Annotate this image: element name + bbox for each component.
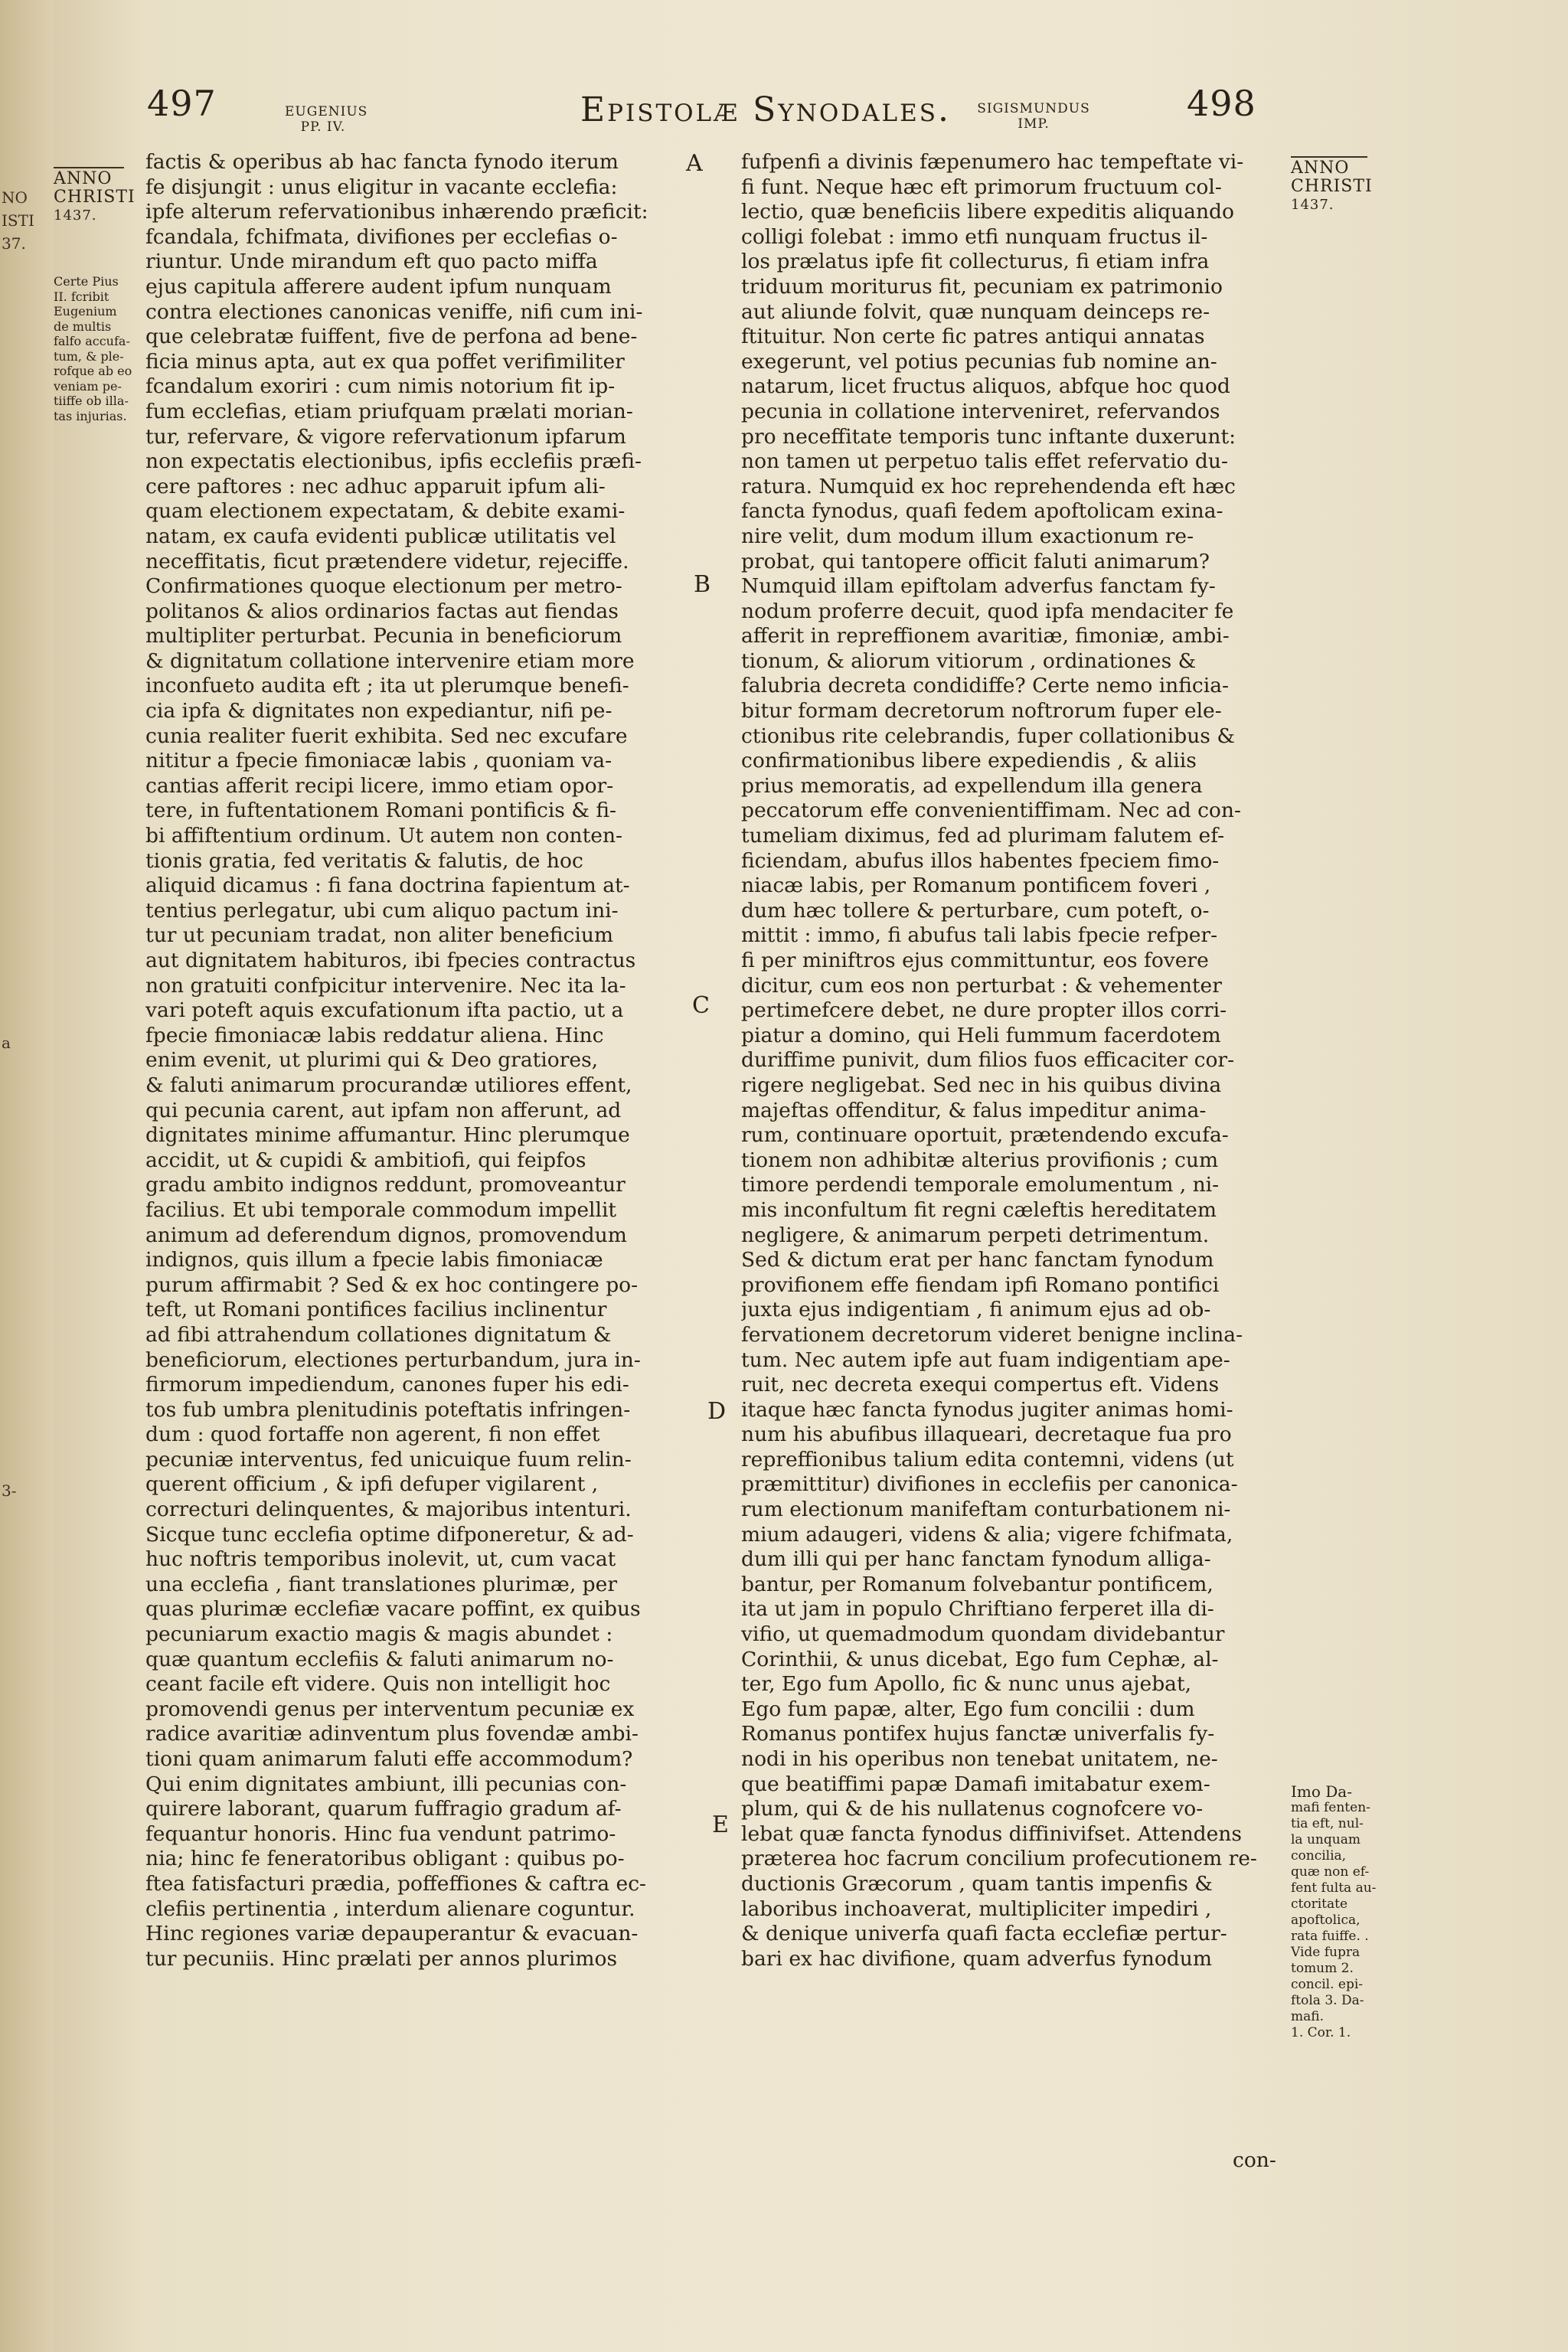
strip-line-3: 37. [2, 234, 26, 253]
left-note-line-6: tum, & ple- [54, 348, 124, 364]
left-column-line: enim evenit, ut plurimi qui & Deo gratiores, [145, 1048, 599, 1073]
left-column-line: politanos & alios ordinarios factas aut fiendas [145, 599, 619, 623]
left-column-line: tionis gratia, fed veritatis & falutis, de hoc [145, 848, 583, 873]
left-column-line: fcandalum exoriri : cum nimis notorium fit ip- [145, 374, 616, 399]
left-column-line: tur pecuniis. Hinc prælati per annos plurimos [145, 1946, 618, 1971]
left-column-line: quæ quantum ecclefiis & faluti animarum no- [145, 1647, 614, 1671]
right-column-line: lebat quæ fancta fynodus diffinivifset. Attendens [741, 1821, 1242, 1846]
left-column-line: qui pecunia carent, aut ipfam non afferunt, ad [145, 1098, 622, 1122]
left-column-line: ceant facile eft videre. Quis non intelligit hoc [145, 1672, 611, 1697]
left-column-line: cunia realiter fuerit exhibita. Sed nec excufare [145, 724, 628, 748]
right-note-line-6: quæ non ef- [1291, 1864, 1370, 1880]
right-column-line: mis inconfultum fit regni cæleftis hereditatem [741, 1197, 1217, 1222]
right-column-line: dum hæc tollere & perturbare, cum poteft, o- [741, 898, 1210, 923]
left-note-line-5: falfo accufa- [54, 334, 130, 348]
right-margin-note [1291, 1784, 1383, 2041]
page-title: Epistolæ Synodales. [580, 90, 951, 129]
left-column-line: querent officium , & ipfi defuper vigilarent , [145, 1472, 599, 1497]
right-column-line: non tamen ut perpetuo talis effet refervatio du- [741, 449, 1228, 474]
right-anno-rule [1291, 156, 1367, 158]
left-column-line: huc noftris temporibus inolevit, ut, cum vacat [145, 1547, 616, 1572]
adjacent-page-strip [0, 0, 54, 2352]
right-column-line: que beatiffimi papæ Damafi imitabatur exem- [741, 1772, 1210, 1796]
left-column-line: quam electionem expectatam, & debite exami- [145, 499, 626, 524]
right-column-line: afferit in repreffionem avaritiæ, fimoniæ, ambi- [741, 624, 1230, 648]
right-column-line: ficiendam, abufus illos habentes fpeciem fimo- [741, 848, 1220, 873]
strip-line-2: ISTI [2, 211, 34, 230]
right-column-line: piatur a domino, qui Heli fummum facerdotem [741, 1023, 1221, 1047]
left-column-line: purum affirmabit ? Sed & ex hoc contingere po- [145, 1272, 639, 1297]
left-column-line: beneficiorum, electiones perturbandum, jura in- [145, 1348, 641, 1372]
right-column-line: fi per miniftros ejus committuntur, eos fovere [741, 949, 1209, 972]
left-column-line: nititur a fpecie fimoniacæ labis , quoniam va- [145, 749, 612, 773]
left-column-line: neceffitatis, ficut prætendere videtur, rejeciffe. [145, 549, 629, 573]
right-column-line: negligere, & animarum perpeti detrimentum. [741, 1223, 1210, 1247]
left-column-line: que celebratæ fuiffent, five de perfona ad bene- [145, 325, 638, 349]
right-anno-line-1: ANNO [1291, 158, 1350, 178]
right-column-line: pro neceffitate temporis tunc inftante duxerunt: [741, 424, 1236, 449]
left-column-line: quirere laborant, quarum fuffragio gradum af- [145, 1797, 622, 1821]
right-column-line: rigere negligebat. Sed nec in his quibus divina [741, 1073, 1222, 1097]
left-column-line: ftea fatisfacturi prædia, poffeffiones & caftra ec- [145, 1871, 646, 1896]
right-anno-line-3: 1437. [1291, 197, 1334, 213]
right-column-line: laboribus inchoaverat, multipliciter impediri , [741, 1896, 1212, 1921]
left-column-line: bi affiftentium ordinum. Ut autem non conten- [145, 824, 622, 848]
left-column-line: dignitates minime affumantur. Hinc plerumque [145, 1123, 630, 1148]
right-column-line: fufpenfi a divinis fæpenumero hac tempeftate vi- [741, 150, 1244, 174]
right-column-line: prius memoratis, ad expellendum illa genera [741, 773, 1203, 798]
right-anno-line-2: CHRISTI [1291, 177, 1373, 196]
strip-mark-2: 3- [2, 1481, 17, 1500]
right-column-line: & denique univerfa quafi facta ecclefiæ pertur- [741, 1922, 1227, 1946]
left-note-line-4: de multis [54, 318, 112, 334]
right-column-line: tumeliam diximus, fed ad plurimam falutem ef- [741, 824, 1225, 848]
left-column-line: & faluti animarum procurandæ utiliores effent, [145, 1073, 632, 1097]
right-column-line: aut aliunde folvit, quæ nunquam deinceps re- [741, 299, 1210, 324]
left-column-line: Confirmationes quoque electionum per metro- [145, 574, 622, 599]
right-column-line: bantur, per Romanum folvebantur pontificem, [741, 1572, 1214, 1596]
right-text-column [741, 150, 1286, 1971]
right-column-line: probat, qui tantopere officit faluti animarum? [741, 549, 1210, 573]
right-column-line: ductionis Græcorum , quam tantis impenfis & [741, 1871, 1213, 1896]
right-page-number: 498 [1187, 83, 1256, 124]
right-column-line: triduum moriturus fit, pecuniam ex patrimonio [741, 274, 1223, 299]
right-note-line-13: concil. epi- [1291, 1977, 1364, 1992]
right-column-line: fancta fynodus, quafi fedem apoftolicam exina- [741, 499, 1223, 524]
right-column-line: fervationem decretorum videret benigne inclina- [741, 1322, 1243, 1347]
left-column-line: aut dignitatem habituros, ibi fpecies contractus [145, 949, 636, 972]
left-column-line: promovendi genus per interventum pecuniæ ex [145, 1697, 635, 1721]
left-column-line: fcandala, fchifmata, divifiones per ecclefias o- [145, 224, 618, 249]
left-note-line-1: Certe Pius [54, 274, 119, 289]
right-column-line: timore perdendi temporale emolumentum , ni- [741, 1173, 1220, 1197]
left-column-line: correcturi delinquentes, & majoribus intenturi. [145, 1498, 632, 1522]
section-letter-c: C [692, 992, 710, 1019]
right-column-line: natarum, licet fructus aliquos, abfque hoc quod [741, 374, 1230, 399]
right-note-line-1: Imo Da- [1291, 1782, 1352, 1801]
right-column-line: majeftas offenditur, & falus impeditur anima- [741, 1098, 1207, 1122]
left-running-line-1: EUGENIUS [285, 104, 368, 119]
left-column-line: tos fub umbra plenitudinis poteftatis infringen- [145, 1397, 631, 1422]
left-column-line: & dignitatum collatione intervenire etiam more [145, 648, 635, 673]
left-column-line: non expectatis electionibus, ipfis ecclefiis præfi- [145, 449, 642, 474]
left-column-line: ejus capitula afferere audent ipfum nunquam [145, 274, 612, 299]
right-column-line: vifio, ut quemadmodum quondam dividebantur [741, 1622, 1225, 1647]
left-column-line: non gratuiti confpicitur intervenire. Nec ita la- [145, 973, 626, 998]
right-column-line: niacæ labis, per Romanum pontificem foveri , [741, 874, 1211, 898]
right-note-line-14: ftola 3. Da- [1291, 1993, 1364, 2008]
left-column-line: indignos, quis illum a fpecie labis fimoniacæ [145, 1248, 603, 1272]
left-note-line-8: veniam pe- [54, 378, 122, 394]
left-column-line: tur, refervare, & vigore refervationum ipfarum [145, 424, 626, 449]
left-column-line: contra electiones canonicas veniffe, nifi cum ini- [145, 299, 643, 324]
right-column-line: nodum proferre decuit, quod ipfa mendaciter fe [741, 599, 1234, 623]
right-column-line: Sed & dictum erat per hanc fanctam fynodum [741, 1248, 1214, 1272]
right-column-line: dum illi qui per hanc fanctam fynodum alliga- [741, 1547, 1211, 1572]
right-note-line-2: mafi fenten- [1291, 1800, 1370, 1815]
right-note-line-4: la unquam [1291, 1832, 1361, 1847]
left-column-line: natam, ex caufa evidenti publicæ utilitatis vel [145, 524, 616, 548]
right-column-line: provifionem effe fiendam ipfi Romano pontifici [741, 1272, 1220, 1297]
right-column-line: lectio, quæ beneficiis libere expeditis aliquando [741, 200, 1234, 224]
left-column-line: riuntur. Unde mirandum eft quo pacto miffa [145, 250, 598, 274]
section-letter-e: E [712, 1811, 729, 1838]
left-column-line: clefiis pertinentia , interdum alienare coguntur. [145, 1896, 635, 1921]
left-running-head [285, 104, 368, 135]
left-column-line: una ecclefia , fiant translationes plurimæ, per [145, 1572, 617, 1596]
left-column-line: gradu ambito indignos reddunt, promoveantur [145, 1173, 626, 1197]
left-column-line: teft, ut Romani pontifices facilius inclinentur [145, 1298, 607, 1322]
right-column-line: duriffime punivit, dum filios fuos efficaciter cor- [741, 1048, 1235, 1073]
left-column-line: fequantur honoris. Hinc fua vendunt patrimo- [145, 1821, 616, 1846]
left-column-line: aliquid dicamus : fi fana doctrina fapientum at- [145, 874, 630, 898]
right-note-line-9: apoftolica, [1291, 1913, 1361, 1928]
left-column-line: cia ipfa & dignitates non expediantur, nifi pe- [145, 699, 612, 724]
right-column-line: pertimefcere debet, ne dure propter illos corri- [741, 998, 1227, 1023]
left-column-line: tentius perlegatur, ubi cum aliquo pactum ini- [145, 898, 619, 923]
right-note-line-7: fent fulta au- [1291, 1880, 1377, 1896]
left-running-line-2: PP. IV. [300, 119, 346, 135]
left-page-number: 497 [147, 83, 217, 124]
left-text-column [145, 150, 685, 1971]
right-column-line: ratura. Numquid ex hoc reprehendenda eft hæc [741, 474, 1236, 498]
left-column-line: multipliter perturbat. Pecunia in beneficiorum [145, 624, 622, 648]
left-note-line-9: tiiffe ob illa- [54, 394, 129, 408]
left-anno-rule [54, 167, 124, 168]
left-anno-line-1: ANNO [54, 169, 113, 188]
left-column-line: quas plurimæ ecclefiæ vacare poffint, ex quibus [145, 1597, 641, 1622]
right-column-line: mium adaugeri, videns & alia; vigere fchifmata, [741, 1522, 1233, 1547]
right-note-line-12: tomum 2. [1291, 1961, 1354, 1976]
right-column-line: colligi folebat : immo etfi nunquam fructus il- [741, 224, 1208, 249]
left-column-line: factis & operibus ab hac fancta fynodo iterum [145, 150, 619, 174]
right-column-line: falubria decreta condidiffe? Certe nemo inficia- [741, 674, 1229, 698]
right-note-line-10: rata fuiffe. . [1291, 1929, 1369, 1944]
right-column-line: los prælatus ipfe fit collecturus, fi etiam infra [741, 250, 1210, 274]
strip-line-1: NO [2, 188, 28, 207]
right-column-line: confirmationibus libere expediendis , & aliis [741, 749, 1197, 773]
right-column-line: repreffionibus talium edita contemni, videns (ut [741, 1447, 1234, 1472]
left-margin-anno [54, 170, 138, 225]
left-column-line: fe disjungit : unus eligitur in vacante ecclefia: [145, 175, 618, 199]
left-margin-note [54, 274, 138, 423]
left-column-line: Qui enim dignitates ambiunt, illi pecunias con- [145, 1772, 627, 1796]
left-anno-line-2: CHRISTI [54, 188, 136, 207]
right-column-line: bitur formam decretorum noftrorum fuper ele- [741, 699, 1222, 724]
right-column-line: rum, continuare oportuit, prætendendo excufa- [741, 1123, 1229, 1148]
left-note-line-3: Eugenium [54, 304, 117, 318]
right-column-line: ruit, nec decreta exequi compertus eft. Videns [741, 1373, 1220, 1397]
left-column-line: accidit, ut & cupidi & ambitiofi, qui feipfos [145, 1148, 586, 1172]
right-column-line: tum. Nec autem ipfe aut fuam indigentiam ape- [741, 1348, 1230, 1372]
left-column-line: firmorum impediendum, canones fuper his edi- [145, 1373, 629, 1397]
left-column-line: fum ecclefias, etiam priufquam prælati morian- [145, 399, 633, 423]
right-column-line: Ego fum papæ, alter, Ego fum concilii : dum [741, 1697, 1195, 1721]
right-running-line-2: IMP. [1018, 116, 1050, 132]
right-column-line: mittit : immo, fi abufus tali labis fpecie refper- [741, 923, 1218, 948]
left-column-line: ad fibi attrahendum collationes dignitatum & [145, 1322, 612, 1347]
left-column-line: facilius. Et ubi temporale commodum impellit [145, 1197, 617, 1222]
left-column-line: dum : quod fortaffe non agerent, fi non effet [145, 1423, 600, 1447]
right-running-line-1: SIGISMUNDUS [977, 101, 1090, 116]
right-note-line-8: ctoritate [1291, 1896, 1348, 1912]
right-running-head [965, 101, 1102, 132]
right-note-line-16: 1. Cor. 1. [1291, 2025, 1351, 2040]
right-column-line: Numquid illam epiftolam adverfus fanctam fy- [741, 574, 1216, 599]
left-column-line: nia; hinc fe feneratoribus obligant : quibus po- [145, 1847, 625, 1871]
right-column-line: plum, qui & de his nullatenus cognofcere vo- [741, 1797, 1204, 1821]
left-note-line-10: tas injurias. [54, 408, 127, 423]
right-note-line-11: Vide fupra [1291, 1945, 1361, 1960]
right-column-line: ter, Ego fum Apollo, fic & nunc unus ajebat, [741, 1672, 1192, 1697]
right-margin-anno [1291, 159, 1383, 214]
right-column-line: juxta ejus indigentiam , fi animum ejus ad ob- [741, 1298, 1211, 1322]
right-column-line: ita ut jam in populo Chriftiano ferperet illa di- [741, 1597, 1214, 1622]
right-column-line: tionem non adhibitæ alterius provifionis ; cum [741, 1148, 1219, 1172]
right-column-line: num his abufibus illaqueari, decretaque fua pro [741, 1423, 1232, 1447]
left-column-line: tere, in fuftentationem Romani pontificis & fi- [145, 799, 616, 823]
right-column-line: exegerunt, vel potius pecunias fub nomine an- [741, 349, 1217, 374]
left-column-line: pecuniæ interventus, fed unicuique fuum relin- [145, 1447, 632, 1472]
left-column-line: tur ut pecuniam tradat, non aliter beneficium [145, 923, 614, 948]
right-note-line-3: tia eft, nul- [1291, 1816, 1364, 1831]
right-column-line: dicitur, cum eos non perturbat : & vehementer [741, 973, 1222, 998]
right-column-line: peccatorum effe convenientiffimam. Nec ad con- [741, 799, 1241, 823]
right-note-line-15: mafi. [1291, 2009, 1324, 2024]
right-column-line: pecunia in collatione interveniret, refervandos [741, 399, 1220, 423]
right-column-line: tionum, & aliorum vitiorum , ordinationes & [741, 648, 1197, 673]
left-column-line: Hinc regiones variæ depauperantur & evacuan- [145, 1922, 639, 1946]
right-column-line: ctionibus rite celebrandis, fuper collationibus & [741, 724, 1235, 748]
right-column-line: bari ex hac divifione, quam adverfus fynodum [741, 1946, 1212, 1971]
right-column-line: nire velit, dum modum illum exactionum re- [741, 524, 1194, 548]
right-column-line: ftituitur. Non certe fic patres antiqui annatas [741, 325, 1205, 349]
right-column-line: Corinthii, & unus dicebat, Ego fum Cephæ, al- [741, 1647, 1219, 1671]
left-column-line: radice avaritiæ adinventum plus fovendæ ambi- [145, 1722, 639, 1746]
left-column-line: Sicque tunc ecclefia optime difponeretur, & ad- [145, 1522, 634, 1547]
left-column-line: cantias afferit recipi licere, immo etiam opor- [145, 773, 614, 798]
left-column-line: pecuniarum exactio magis & magis abundet : [145, 1622, 613, 1647]
catchword: con- [1233, 2148, 1276, 2172]
right-note-line-5: concilia, [1291, 1848, 1347, 1864]
right-column-line: fi funt. Neque hæc eft primorum fructuum col- [741, 175, 1222, 199]
section-letter-d: D [707, 1398, 727, 1425]
left-note-line-7: rofque ab eo [54, 364, 132, 378]
right-column-line: nodi in his operibus non tenebat unitatem, ne- [741, 1747, 1218, 1771]
left-column-line: tioni quam animarum faluti effe accommodum? [145, 1747, 633, 1771]
left-column-line: cere paftores : nec adhuc apparuit ipfum ali- [145, 474, 606, 498]
section-letter-a: A [686, 150, 703, 177]
left-column-line: inconfueto audita eft ; ita ut plerumque benefi- [145, 674, 629, 698]
right-column-line: præmittitur) divifiones in ecclefiis per canonica- [741, 1472, 1238, 1497]
right-column-line: itaque hæc fancta fynodus jugiter animas homi- [741, 1397, 1233, 1422]
left-column-line: ipfe alterum refervationibus inhærendo præficit: [145, 200, 648, 224]
right-column-line: rum electionum manifeftam conturbationem ni- [741, 1498, 1231, 1522]
left-column-line: fpecie fimoniacæ labis reddatur aliena. Hinc [145, 1023, 604, 1047]
section-letter-b: B [694, 571, 711, 598]
left-column-line: ficia minus apta, aut ex qua poffet verifimiliter [145, 349, 625, 374]
left-note-line-2: II. fcribit [54, 289, 109, 304]
left-anno-line-3: 1437. [54, 207, 97, 224]
left-column-line: vari poteft aquis excufationum ifta pactio, ut a [145, 998, 624, 1023]
right-column-line: præterea hoc facrum concilium profecutionem re- [741, 1847, 1257, 1871]
strip-mark-1: a [2, 1034, 11, 1052]
left-column-line: animum ad deferendum dignos, promovendum [145, 1223, 627, 1247]
right-column-line: Romanus pontifex hujus fanctæ univerfalis fy- [741, 1722, 1215, 1746]
